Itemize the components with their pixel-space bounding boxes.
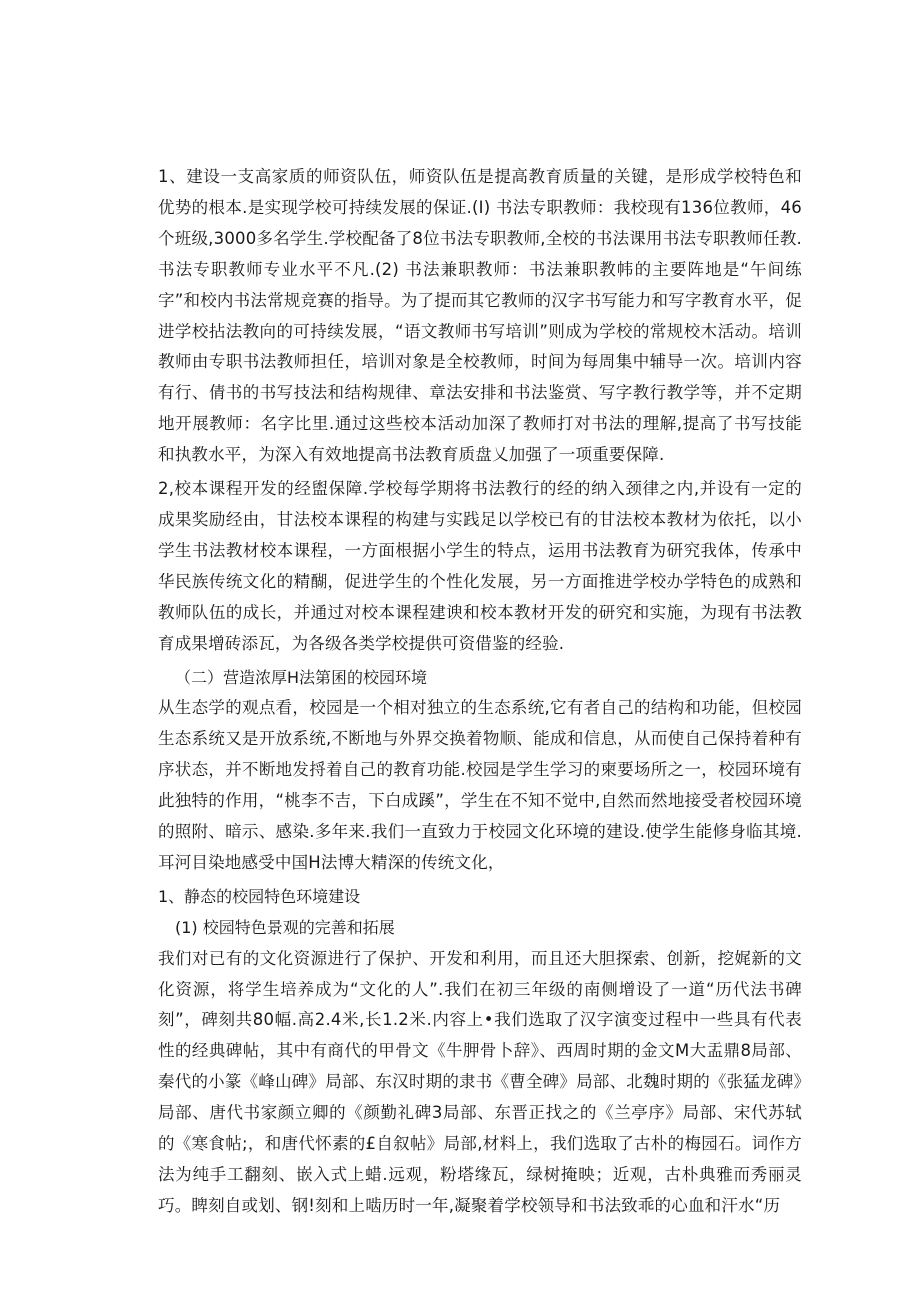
- subheading-landscape: (1) 校园特色景观的完善和拓展: [175, 917, 395, 937]
- paragraph-teacher-team: 1、建设一支高家质的师资队伍，师资队伍是提高教育质量的关键，是形成学校特色和优势的根本.是实现学校可持续发展的保证.(I) 书法专职教师：我校现有136位教师，46个班级,3000多名学生.学校配备了8位书法专职教师,全校的书法课用书法专职教师任教.书法专职教师专业水平不凡.(2) 书法兼职教师：书法兼职教帏的主要阵地是“午间练字”和校内书法常规竞赛的指导。为了提而其它教师的汉字书写能力和写字教育水平，促进学校拈法教向的可持续发展，“语文教师书写培训”则成为学校的常规校木活动。培训教师由专职书法教师担任，培训对象是全校教师，时间为每周集中辅导一次。培训内容有行、倩书的书写技法和结构规律、章法安排和书法鉴赏、写字教行教学等，并不定期地开展教师：名字比里.通过这些校本活动加深了教师打对书法的理解,提高了书写技能和执教水平，为深入有效地提高书法教育质盘乂加强了一项重要保障.: [158, 167, 802, 465]
- paragraph-ecology: 从生态学的观点看，校园是一个相对独立的生态系统,它有者自己的结构和功能，但校园生态系统又是开放系统,不断地与外界交换着物顺、能成和信息，从而使自己保持着种有序状态，并不断地发捋着自己的教育功能.校园是学生学习的柬要场所之一，校园环境有此独特的作用，“桃李不吉，下白成蹊”，学生在不知不觉中,自然而然地接受者校园环境的照附、暗示、感染.多年来.我们一直致力于校园文化环境的建设.使学生能修身临其境.耳河目染地感受中国H法博大精深的传统文化，: [158, 698, 802, 872]
- section-heading-campus-environment: （二）营造浓厚H法第囷的校园环境: [175, 667, 428, 687]
- paragraph-curriculum: 2,校本课程开发的经盥保障.学校每学期将书法教行的经的纳入颈律之内,并设有一定的成果奖励经由，甘法校本课程的构建与实践足以学校已有的甘法校本教材为依托，以小学生书法教材校本课程，一方面根据小学生的特点，运用书法教育为研究我体，传承中华民族传统文化的精醐，促进学生的个性化发展，另一方面推进学校办学特色的成熟和教师队伍的成长，并通过对校本课程建谀和校本教材开发的研究和实施，为现有书法教育成果增砖添瓦，为各级各类学校提供可资借鉴的经验.: [158, 479, 802, 653]
- paragraph-stele-wall: 我们对已有的文化资源进行了保护、开发和利用，而且还大胆探索、创新，挖娓新的文化资源，将学生培养成为“文化的人”.我们在初三年级的南侧增设了一道“历代法书碑刻”，碑刻共80幅.高2.4米,长1.2米.内容上•我们选取了汉字演变过程中一些具有代表性的经典碑帖，其中有商代的甲骨文《牛胛骨卜辞》、西周时期的金文M大盂鼎8局部、秦代的小篆《峰山碑》局部、东汉时期的隶书《曹全碑》局部、北魏时期的《张猛龙碑》局部、唐代书家颜立卿的《颜勤礼碑3局部、东晋正找之的《兰亭序》局部、宋代苏轼的《寒食帖;，和唐代怀素的£自叙帖》局部,材料上，我们选取了古朴的梅园石。词作方法为纯手工翻刻、嵌入式上蜡.远观，粉塔缘瓦，绿树掩映；近观，古朴典雅而秀丽灵巧。睥刻自或划、钢!刻和上啮历时一年,凝聚着学校领导和书法致乖的心血和汗水“历: [158, 948, 802, 1215]
- subheading-static-environment: 1、静态的校园特色环境建设: [158, 886, 361, 906]
